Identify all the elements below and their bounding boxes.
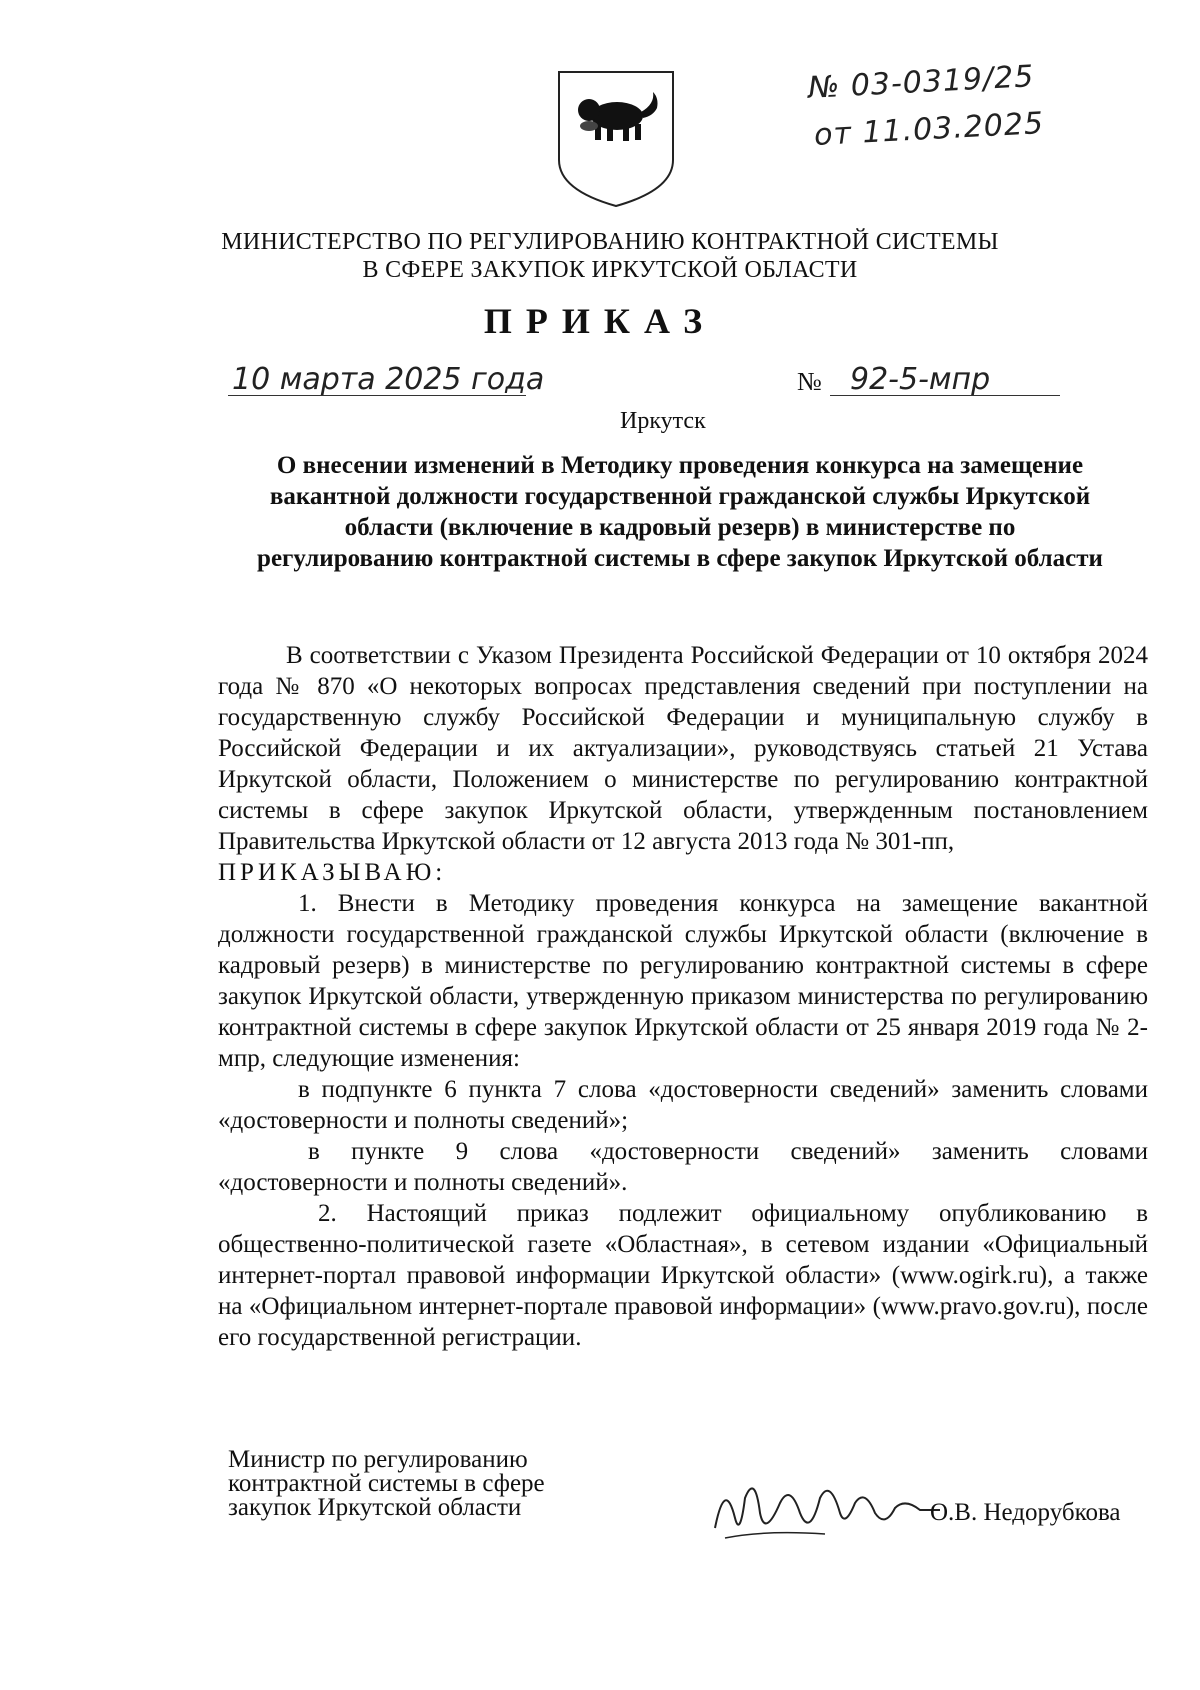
item-1-subpoint-1: в подпункте 6 пункта 7 слова «достоверности сведений» заменить словами «достоверности и полноты сведений»; bbox=[218, 1076, 1148, 1134]
order-number-label: № bbox=[797, 367, 822, 396]
signatory-position bbox=[228, 1448, 545, 1520]
signatory-name: О.В. Недорубкова bbox=[930, 1499, 1121, 1526]
item-2-paragraph: 2. Настоящий приказ подлежит официальному опубликованию в общественно-политической газете «Областная», в сетевом издании «Официальный интернет-портал правовой информации Иркутской области» (www.ogirk.ru), а также на «Официальном интернет-портале правовой информации» (www.pravo.gov.ru), после его государственной регистрации. bbox=[218, 1200, 1148, 1351]
title-line2: вакантной должности государственной гражданской службы Иркутской bbox=[269, 483, 1091, 510]
preamble-paragraph: В соответствии с Указом Президента Российской Федерации от 10 октября 2024 года № 870 «О некоторых вопросах представления сведений при поступлении на государственную службу Российской Федерации и муниципальную службу в Российской Федерации и их актуализации», руководствуясь статьей 21 Устава Иркутской области, Положением о министерстве по регулированию контрактной системы в сфере закупок Иркутской области, утвержденным постановлением Правительства Иркутской области от 12 августа 2013 года № 301-пп, bbox=[218, 642, 1148, 855]
item-1-subpoint-2: в пункте 9 слова «достоверности сведений» заменить словами «достоверности и полноты сведений». bbox=[218, 1138, 1148, 1196]
ministry-name bbox=[170, 228, 1050, 284]
order-number-handwritten: 92-5-мпр bbox=[850, 362, 991, 397]
order-body bbox=[218, 640, 1148, 1353]
title-line1: О внесении изменений в Методику проведения конкурса на замещение bbox=[276, 452, 1084, 479]
number-underline bbox=[830, 395, 1060, 396]
registration-date-handwritten: от 11.03.2025 bbox=[813, 106, 1045, 153]
title-line3: области (включение в кадровый резерв) в министерстве по bbox=[344, 514, 1016, 541]
signatory-position-line2: контрактной системы в сфере bbox=[228, 1470, 545, 1497]
signatory-position-line3: закупок Иркутской области bbox=[228, 1494, 522, 1521]
coat-of-arms-icon bbox=[555, 68, 677, 210]
signatory-position-line1: Министр по регулированию bbox=[228, 1446, 528, 1473]
item-1-paragraph: 1. Внести в Методику проведения конкурса на замещение вакантной должности государственной гражданской службы Иркутской области (включение в кадровый резерв) в министерстве по регулированию контрактной системы в сфере закупок Иркутской области, утвержденную приказом министерства по регулированию контрактной системы в сфере закупок Иркутской области от 25 января 2019 года № 2-мпр, следующие изменения: bbox=[218, 890, 1148, 1072]
registration-number-handwritten: № 03-0319/25 bbox=[807, 59, 1036, 106]
order-date-handwritten: 10 марта 2025 года bbox=[232, 362, 545, 397]
ministry-name-line1: МИНИСТЕРСТВО ПО РЕГУЛИРОВАНИЮ КОНТРАКТНОЙ СИСТЕМЫ bbox=[221, 229, 999, 255]
city-name: Иркутск bbox=[620, 408, 706, 434]
handwritten-signature-icon bbox=[705, 1468, 945, 1548]
ministry-name-line2: В СФЕРЕ ЗАКУПОК ИРКУТСКОЙ ОБЛАСТИ bbox=[362, 257, 858, 283]
document-type-heading: ПРИКАЗ bbox=[483, 301, 717, 341]
title-line4: регулированию контрактной системы в сфере закупок Иркутской области bbox=[257, 545, 1103, 572]
date-underline bbox=[228, 395, 526, 396]
order-title bbox=[215, 450, 1145, 574]
order-word: ПРИКАЗЫВАЮ: bbox=[218, 859, 447, 886]
